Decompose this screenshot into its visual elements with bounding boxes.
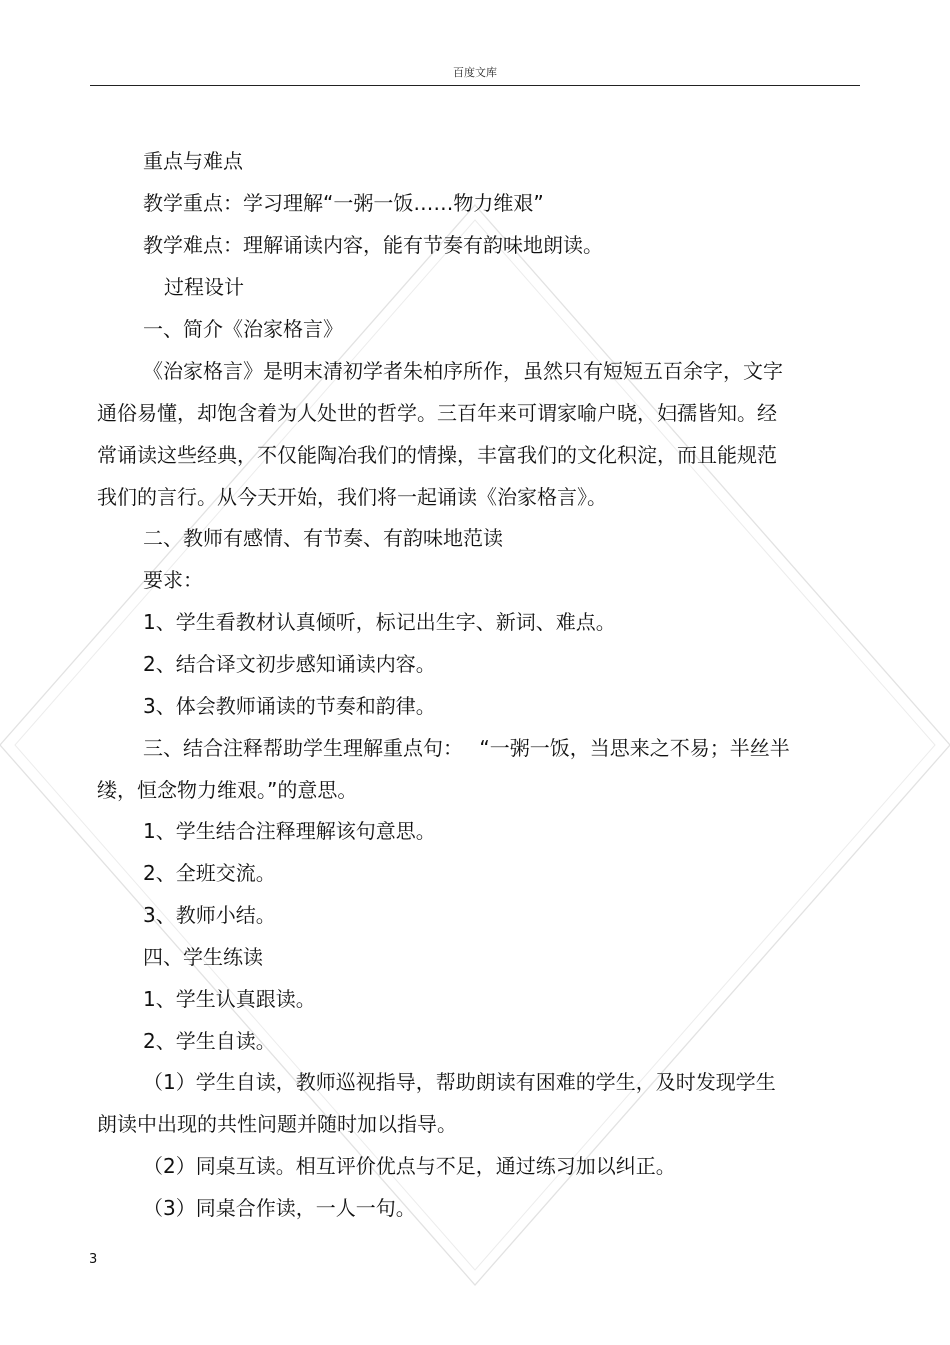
header-divider bbox=[90, 85, 860, 86]
sub-list-item: （1）学生自读，教师巡视指导，帮助朗读有困难的学生，及时发现学生 bbox=[143, 1070, 776, 1094]
list-item: 2、全班交流。 bbox=[143, 861, 276, 885]
list-item: 1、学生认真跟读。 bbox=[143, 987, 316, 1011]
list-item: 3、教师小结。 bbox=[143, 903, 276, 927]
document-header: 百度文库 bbox=[453, 66, 497, 79]
list-item: 2、学生自读。 bbox=[143, 1029, 276, 1053]
paragraph-line: 通俗易懂，却饱含着为人处世的哲学。三百年来可谓家喻户晓，妇孺皆知。经 bbox=[97, 401, 777, 425]
list-item: 2、结合译文初步感知诵读内容。 bbox=[143, 652, 436, 676]
paragraph-line: 缕，恒念物力维艰。”的意思。 bbox=[97, 778, 358, 802]
sub-list-item: （3）同桌合作读，一人一句。 bbox=[143, 1196, 416, 1220]
page-number: 3 bbox=[89, 1252, 98, 1267]
section-one-heading: 一、简介《治家格言》 bbox=[143, 317, 343, 341]
paragraph-line: 《治家格言》是明末清初学者朱柏序所作，虽然只有短短五百余字，文字 bbox=[143, 359, 783, 383]
sub-list-item: （2）同桌互读。相互评价优点与不足，通过练习加以纠正。 bbox=[143, 1154, 676, 1178]
list-item: 3、体会教师诵读的节奏和韵律。 bbox=[143, 694, 436, 718]
paragraph-line: 常诵读这些经典，不仅能陶冶我们的情操，丰富我们的文化积淀，而且能规范 bbox=[97, 443, 777, 467]
list-item: 1、学生看教材认真倾听，标记出生字、新词、难点。 bbox=[143, 610, 616, 634]
section-three-heading: 三、结合注释帮助学生理解重点句： “一粥一饭，当思来之不易；半丝半 bbox=[143, 736, 790, 760]
section-two-heading: 二、教师有感情、有节奏、有韵味地范读 bbox=[143, 526, 503, 550]
paragraph-line: 我们的言行。从今天开始，我们将一起诵读《治家格言》。 bbox=[97, 485, 607, 509]
teaching-focus: 教学重点：学习理解“一粥一饭……物力维艰” bbox=[143, 191, 544, 215]
teaching-difficulty: 教学难点：理解诵读内容，能有节奏有韵味地朗读。 bbox=[143, 233, 603, 257]
section-four-heading: 四、学生练读 bbox=[143, 945, 263, 969]
requirements-label: 要求： bbox=[143, 568, 203, 592]
process-design-heading: 过程设计 bbox=[164, 275, 244, 299]
list-item: 1、学生结合注释理解该句意思。 bbox=[143, 819, 436, 843]
section-title-key-points: 重点与难点 bbox=[143, 149, 243, 173]
paragraph-line: 朗读中出现的共性问题并随时加以指导。 bbox=[97, 1112, 457, 1136]
